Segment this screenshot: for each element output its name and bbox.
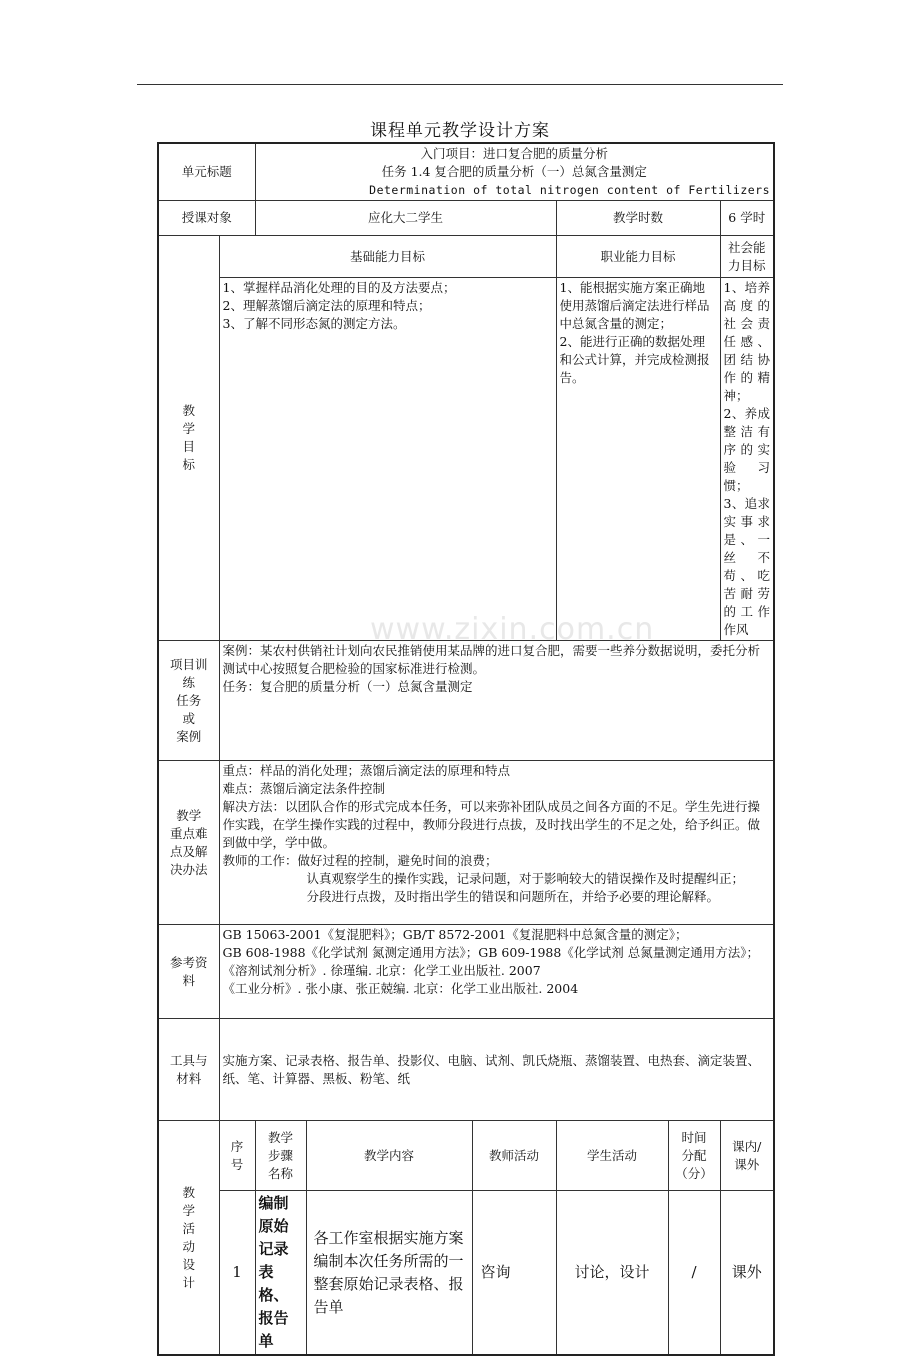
objectives-header-row: [158, 236, 774, 278]
activity-inout: 课外: [720, 1191, 774, 1356]
teacher-activity-header: 教师活动: [472, 1121, 556, 1191]
social-ability-header: 社会能力目标: [720, 236, 774, 278]
basic-ability-header: 基础能力目标: [219, 236, 556, 278]
audience-value: 应化大二学生: [255, 201, 556, 236]
activities-header-row: [158, 1121, 774, 1191]
content-header: 教学内容: [306, 1121, 472, 1191]
unit-project-line: 入门项目：进口复合肥的质量分析: [420, 146, 609, 161]
task-text: 任务：复合肥的质量分析（一）总氮含量测定: [222, 679, 473, 694]
reference-line-2: GB 608-1988《化学试剂 氮测定通用方法》；GB 609-1988《化学试剂 总氮量测定通用方法》；: [222, 945, 760, 960]
activity-step: 编制原始记录表格、报告单: [255, 1191, 306, 1356]
activity-student: 讨论，设计: [556, 1191, 668, 1356]
reference-line-3: 《溶剂试剂分析》. 徐瑾编. 北京：化学工业出版社. 2007: [222, 963, 541, 978]
keypoints-cell: [219, 761, 774, 925]
activity-teacher: 咨询: [472, 1191, 556, 1356]
unit-title-label: 单元标题: [158, 143, 255, 201]
student-activity-header: 学生活动: [556, 1121, 668, 1191]
unit-task-line: 任务 1.4 复合肥的质量分析（一）总氮含量测定: [381, 164, 647, 179]
keypoints-label: 教学 重点难 点及解 决办法: [158, 761, 219, 925]
step-header: 教学 步骤 名称: [255, 1121, 306, 1191]
career-ability-header: 职业能力目标: [556, 236, 720, 278]
activity-seq: 1: [219, 1191, 255, 1356]
hours-value: 6 学时: [720, 201, 774, 236]
references-label: 参考资 料: [158, 925, 219, 1019]
case-text: 案例：某农村供销社计划向农民推销使用某品牌的进口复合肥，需要一些养分数据说明，委托分析测试中心按照复合肥检验的国家标准进行检测。: [222, 643, 761, 676]
inout-header: 课内/ 课外: [720, 1121, 774, 1191]
activity-time: /: [668, 1191, 720, 1356]
solution-text: 解决方法：以团队合作的形式完成本任务，可以来弥补团队成员之间各方面的不足。学生先进行操作实践，在学生操作实践的过程中，教师分段进行点拔，及时找出学生的不足之处，给予纠正。做到做中学，学中做。: [222, 799, 761, 850]
activity-content: 各工作室根据实施方案编制本次任务所需的一整套原始记录表格、报告单: [306, 1191, 472, 1356]
activities-label: 教 学 活 动 设 计: [158, 1121, 219, 1356]
lesson-plan-table: [157, 142, 775, 1356]
objectives-label: 教 学 目 标: [158, 236, 219, 641]
tools-value: 实施方案、记录表格、报告单、投影仪、电脑、试剂、凯氏烧瓶、蒸馏装置、电热套、滴定装置、纸、笔、计算器、黑板、粉笔、纸: [219, 1019, 774, 1121]
teacher-work-text: 教师的工作：做好过程的控制，避免时间的浪费；: [222, 853, 498, 868]
project-row: [158, 641, 774, 761]
tools-row: [158, 1019, 774, 1121]
table-row: [158, 1191, 774, 1356]
objectives-content-row: [158, 278, 774, 641]
project-label: 项目训 练 任务 或 案例: [158, 641, 219, 761]
audience-label: 授课对象: [158, 201, 255, 236]
teacher-work-text-3: 分段进行点拨，及时指出学生的错误和问题所在，并给予必要的理论解释。: [306, 889, 720, 904]
focus-text: 重点：样品的消化处理；蒸馏后滴定法的原理和特点: [222, 763, 511, 778]
unit-title-row: [158, 143, 774, 201]
references-row: [158, 925, 774, 1019]
unit-title-cell: [255, 143, 774, 201]
reference-line-4: 《工业分析》. 张小康、张正兢编. 北京：化学工业出版社. 2004: [222, 981, 579, 996]
teacher-work-text-2: 认真观察学生的操作实践，记录问题，对于影响较大的错误操作及时提醒纠正；: [306, 871, 745, 886]
difficulty-text: 难点：蒸馏后滴定法条件控制: [222, 781, 386, 796]
seq-header: 序 号: [219, 1121, 255, 1191]
audience-row: [158, 201, 774, 236]
hours-label: 教学时数: [556, 201, 720, 236]
reference-line-1: GB 15063-2001《复混肥料》；GB/T 8572-2001《复混肥料中总氮含量的测定》；: [222, 927, 688, 942]
social-ability-items: 1、培养高度的社会责任感、团结协作的精神； 2、养成整洁有序的实验习惯； 3、追求实事求是、一丝不苟、吃苦耐劳的工作作风: [720, 278, 774, 641]
keypoints-row: [158, 761, 774, 925]
project-cell: [219, 641, 774, 761]
basic-ability-items: 1、掌握样品消化处理的目的及方法要点； 2、理解蒸馏后滴定法的原理和特点； 3、了解不同形态氮的测定方法。: [219, 278, 556, 641]
references-cell: [219, 925, 774, 1019]
career-ability-items: 1、能根据实施方案正确地使用蒸馏后滴定法进行样品中总氮含量的测定； 2、能进行正确的数据处理和公式计算，并完成检测报告。: [556, 278, 720, 641]
time-header: 时间 分配 （分）: [668, 1121, 720, 1191]
watermark: www.zixin.com.cn: [370, 612, 655, 647]
tools-label: 工具与 材料: [158, 1019, 219, 1121]
page-title: 课程单元教学设计方案: [370, 121, 550, 141]
unit-english-line: Determination of total nitrogen content of Fertilizers: [369, 183, 771, 197]
header-rule: [137, 84, 783, 85]
